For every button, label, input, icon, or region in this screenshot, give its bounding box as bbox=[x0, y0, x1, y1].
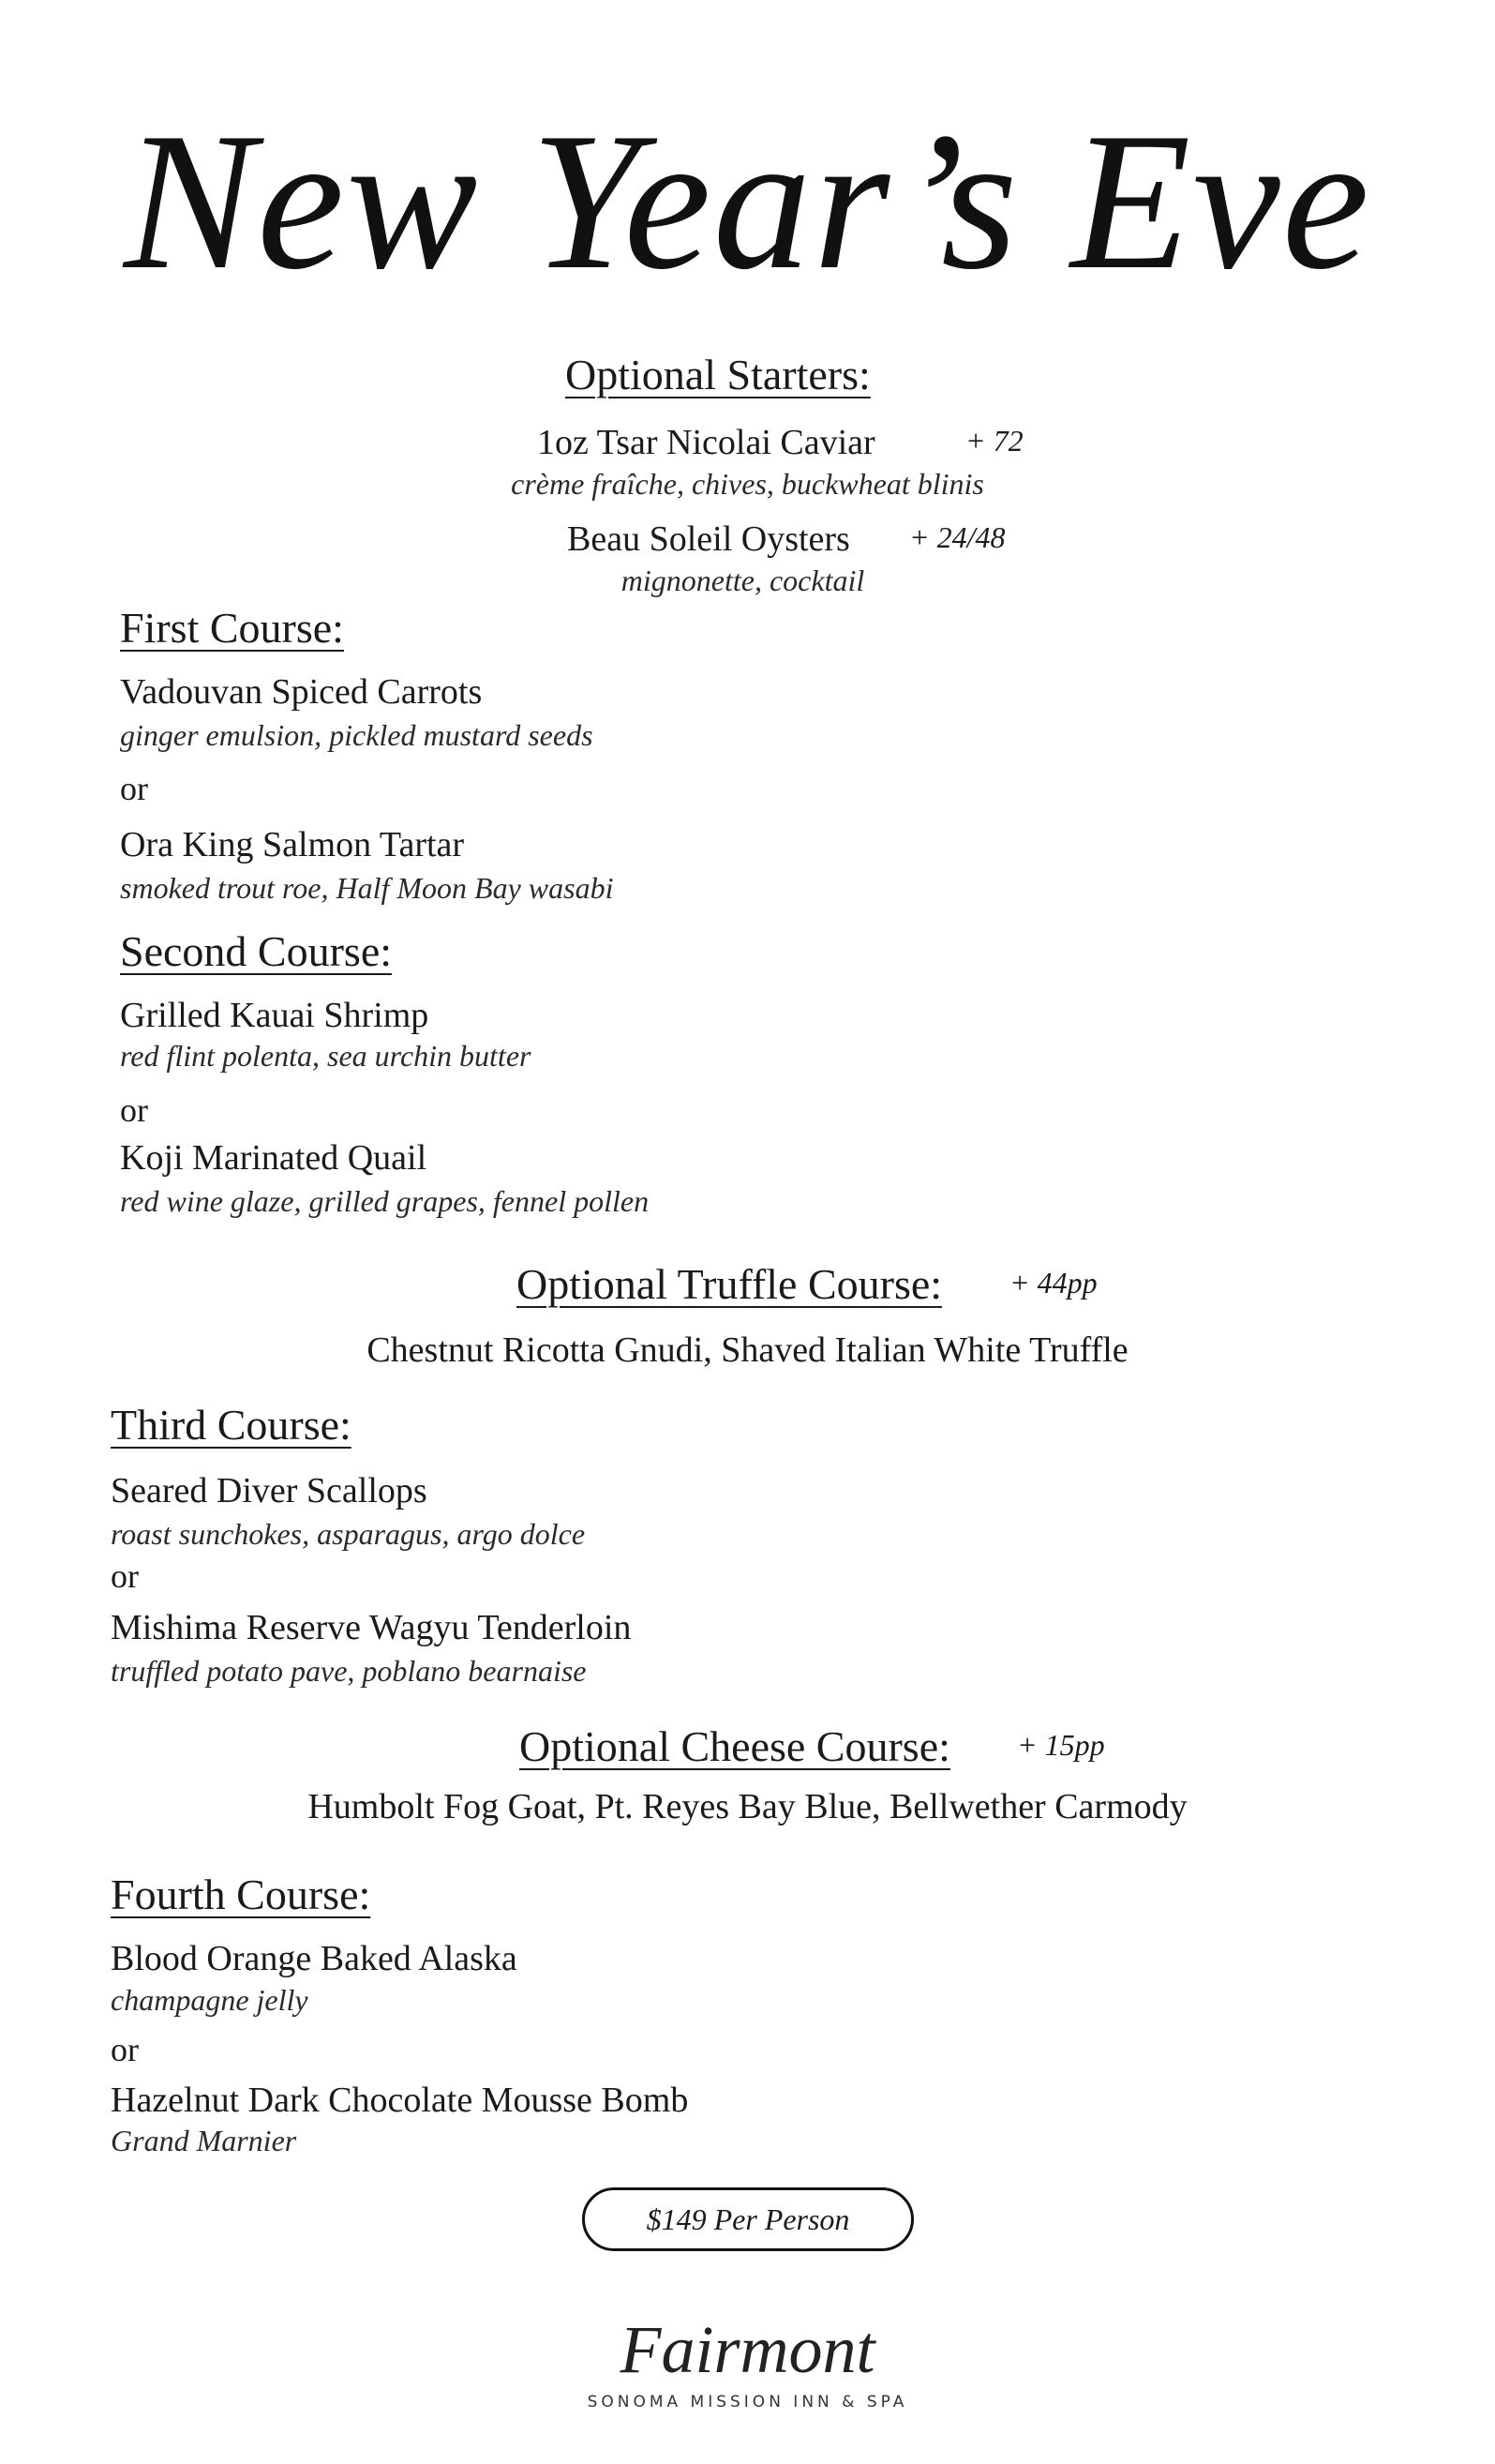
truffle-item: Chestnut Ricotta Gnudi, Shaved Italian White Truffle bbox=[366, 1330, 1129, 1370]
first-item-2-desc: smoked trout roe, Half Moon Bay wasabi bbox=[120, 871, 614, 905]
fourth-item-2-desc: Grand Marnier bbox=[111, 2124, 297, 2157]
starter-caviar-name: 1oz Tsar Nicolai Caviar bbox=[537, 423, 875, 462]
third-course-heading: Third Course: bbox=[111, 1401, 351, 1449]
starter-caviar-desc: crème fraîche, chives, buckwheat blinis bbox=[511, 467, 984, 501]
third-or: or bbox=[111, 1557, 139, 1595]
third-item-1-desc: roast sunchokes, asparagus, argo dolce bbox=[111, 1517, 586, 1551]
first-course-heading: First Course: bbox=[120, 604, 344, 652]
fourth-course-heading: Fourth Course: bbox=[111, 1871, 371, 1918]
second-item-1-name: Grilled Kauai Shrimp bbox=[120, 996, 429, 1035]
price-per-person-label: $149 Per Person bbox=[646, 2201, 850, 2236]
cheese-heading: Optional Cheese Course: bbox=[519, 1722, 950, 1770]
starters-heading: Optional Starters: bbox=[565, 351, 871, 398]
second-course-heading: Second Course: bbox=[120, 927, 393, 975]
second-item-2-desc: red wine glaze, grilled grapes, fennel pollen bbox=[120, 1184, 650, 1218]
menu-title: New Year’s Eve bbox=[124, 93, 1371, 310]
starter-oysters-price: + 24/48 bbox=[909, 520, 1006, 554]
first-item-1-name: Vadouvan Spiced Carrots bbox=[120, 672, 483, 712]
starter-oysters-name: Beau Soleil Oysters bbox=[567, 519, 850, 559]
first-item-2-name: Ora King Salmon Tartar bbox=[120, 825, 465, 864]
third-item-1-name: Seared Diver Scallops bbox=[111, 1471, 427, 1510]
first-or: or bbox=[120, 770, 148, 807]
second-item-1-desc: red flint polenta, sea urchin butter bbox=[120, 1039, 531, 1073]
third-item-2-name: Mishima Reserve Wagyu Tenderloin bbox=[111, 1608, 632, 1647]
first-item-1-desc: ginger emulsion, pickled mustard seeds bbox=[120, 718, 593, 752]
cheese-price: + 15pp bbox=[1017, 1728, 1105, 1762]
price-per-person-badge bbox=[582, 2187, 914, 2251]
fourth-item-2-name: Hazelnut Dark Chocolate Mousse Bomb bbox=[111, 2081, 689, 2120]
third-item-2-desc: truffled potato pave, poblano bearnaise bbox=[111, 1654, 587, 1688]
fourth-or: or bbox=[111, 2031, 139, 2068]
second-or: or bbox=[120, 1091, 148, 1129]
starter-oysters-desc: mignonette, cocktail bbox=[620, 563, 865, 597]
cheese-item: Humbolt Fog Goat, Pt. Reyes Bay Blue, Bellwether Carmody bbox=[307, 1787, 1188, 1826]
truffle-heading: Optional Truffle Course: bbox=[516, 1260, 943, 1308]
second-item-2-name: Koji Marinated Quail bbox=[120, 1138, 427, 1178]
fairmont-logo: Fairmont bbox=[620, 2312, 875, 2387]
starter-caviar-price: + 72 bbox=[965, 424, 1024, 458]
fourth-item-1-desc: champagne jelly bbox=[111, 1983, 308, 2017]
logo-subtitle: SONOMA MISSION INN & SPA bbox=[587, 2393, 908, 2411]
fourth-item-1-name: Blood Orange Baked Alaska bbox=[111, 1939, 517, 1978]
truffle-price: + 44pp bbox=[1009, 1266, 1098, 1300]
